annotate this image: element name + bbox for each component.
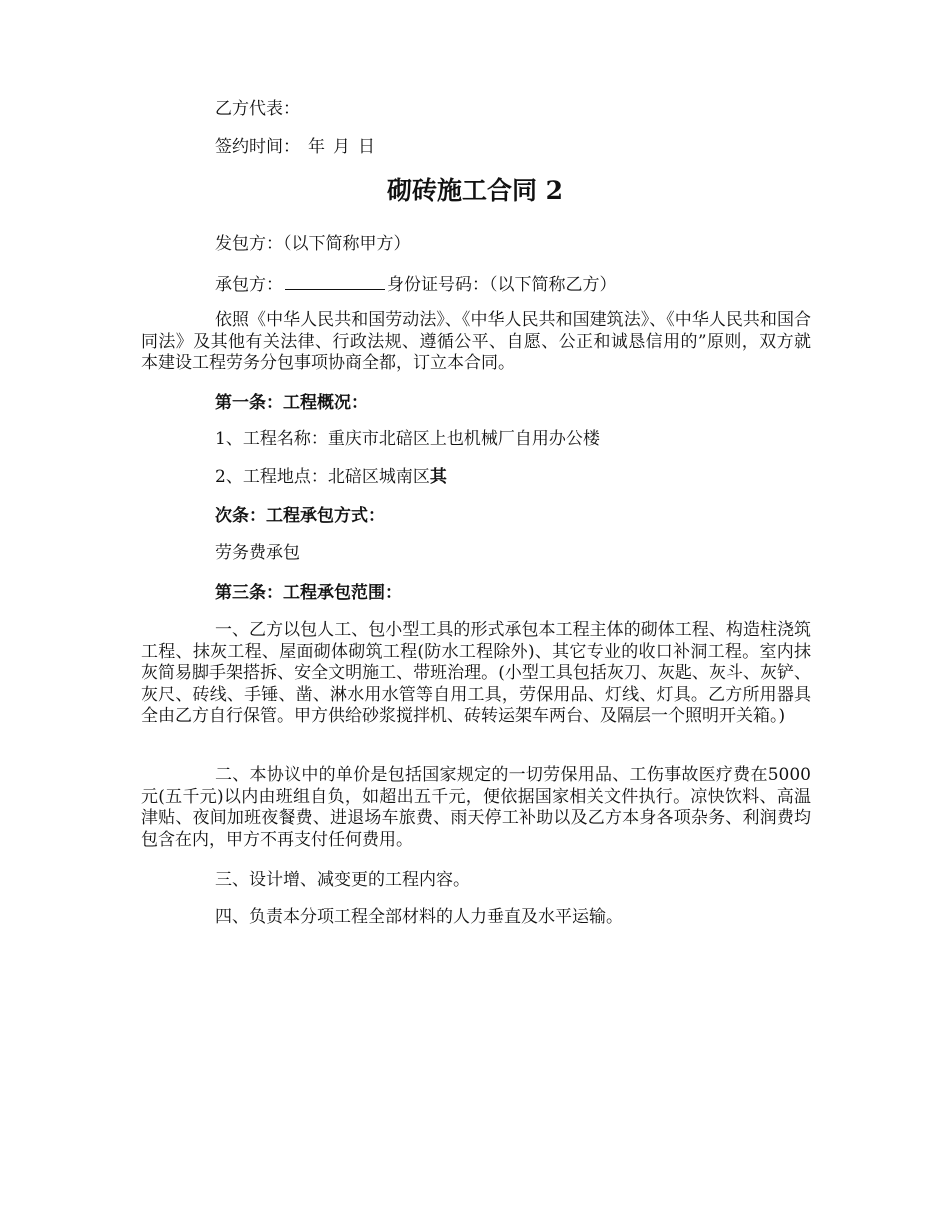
contract-method: 劳务费承包 [215, 543, 300, 563]
article-1-heading: 第一条：工程概况： [215, 393, 368, 413]
party-b-representative: 乙方代表： [215, 99, 300, 119]
project-location-text: 2、工程地点：北碚区城南区 [215, 467, 430, 487]
article-3-heading: 第三条：工程承包范围： [215, 583, 402, 603]
sign-time-line [215, 136, 375, 159]
document-title: 砌砖施工合同 2 [386, 176, 564, 205]
contractor-label: 承包方： [215, 275, 283, 295]
employer-label: 发包方： [215, 234, 283, 254]
project-location-item [215, 466, 447, 489]
preamble-paragraph: 依照《中华人民共和国劳动法》、《中华人民共和国建筑法》、《中华人民共和国合同法》及其他有关法律、行政法规、遵循公平、自愿、公正和诚恳信用的”原则，双方就本建设工程劳务分包事项协商全都，订立本合同。 [141, 310, 811, 373]
project-location-suffix: 其 [429, 467, 447, 487]
project-name-item: 1、工程名称：重庆市北碚区上也机械厂自用办公楼 [215, 429, 600, 449]
scope-paragraph-3: 三、设计增、减变更的工程内容。 [215, 870, 470, 890]
contractor-name-blank [285, 271, 385, 290]
article-2-heading: 次条：工程承包方式： [215, 506, 385, 526]
scope-paragraph-4: 四、负责本分项工程全部材料的人力垂直及水平运输。 [215, 907, 623, 927]
scope-paragraph-2: 二、本协议中的单价是包括国家规定的一切劳保用品、工伤事故医疗费在5000 元(五千元)以内由班组自负，如超出五千元，便依据国家相关文件执行。凉快饮料、高温津贴、夜间加班夜餐费、进退场车旅费、雨天停工补助以及乙方本身各项杂务、利润费均包含在内，甲方不再支付任何费用。 [141, 765, 811, 850]
contractor-line [215, 271, 617, 297]
sign-day: 日 [358, 137, 375, 157]
contractor-note: （以下简称乙方） [489, 275, 617, 295]
employer-line [215, 233, 411, 256]
id-number-label: 身份证号码： [387, 275, 489, 295]
employer-note: （以下简称甲方） [283, 234, 411, 254]
scope-paragraph-1: 一、乙方以包人工、包小型工具的形式承包本工程主体的砌体工程、构造柱浇筑工程、抹灰工程、屋面砌体砌筑工程(防水工程除外)、其它专业的收口补洞工程。室内抹灰简易脚手架搭拆、安全文明施工、带班治理。(小型工具包括灰刀、灰匙、灰斗、灰铲、灰尺、砖线、手锤、凿、淋水用水管等自用工具，劳保用品、灯线、灯具。乙方所用器具全由乙方自行保管。甲方供给砂浆搅拌机、砖转运架车两台、及隔层一个照明开关箱。) [141, 620, 811, 726]
sign-year: 年 [308, 137, 325, 157]
sign-time-label: 签约时间： [215, 137, 300, 157]
sign-month: 月 [333, 137, 350, 157]
